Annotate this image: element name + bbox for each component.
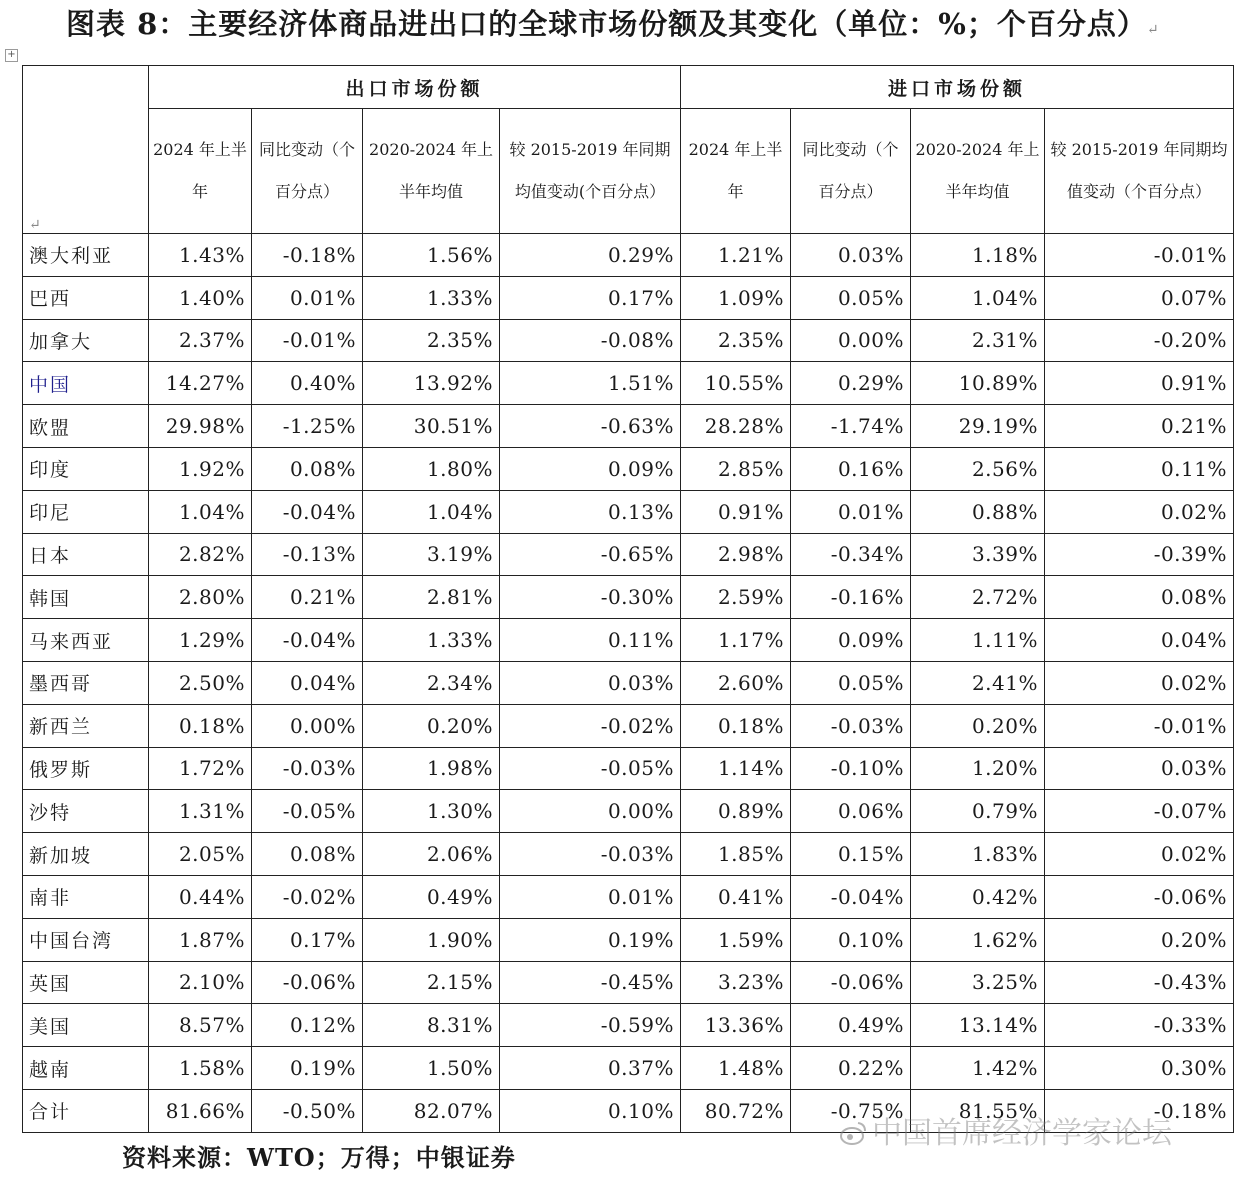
value-cell: -0.30% <box>500 576 681 619</box>
value-cell: 0.08% <box>252 833 363 876</box>
row-name-cell: 马来西亚 <box>23 619 149 662</box>
value-cell: 2.37% <box>149 319 252 362</box>
value-cell: 0.20% <box>1045 918 1234 961</box>
value-cell: 81.66% <box>149 1089 252 1132</box>
value-cell: -0.06% <box>1045 875 1234 918</box>
row-name-cell: 合计 <box>23 1089 149 1132</box>
value-cell: -0.06% <box>252 961 363 1004</box>
column-header-export-2024h1: 2024 年上半年 <box>149 109 252 234</box>
value-cell: 1.51% <box>500 362 681 405</box>
value-cell: 0.29% <box>791 362 911 405</box>
value-cell: -0.02% <box>500 704 681 747</box>
value-cell: 1.33% <box>363 619 500 662</box>
value-cell: 0.49% <box>791 1004 911 1047</box>
value-cell: 2.35% <box>363 319 500 362</box>
corner-header-cell: ↵ <box>23 66 149 234</box>
value-cell: 0.16% <box>791 447 911 490</box>
value-cell: 10.55% <box>681 362 791 405</box>
row-name-cell: 美国 <box>23 1004 149 1047</box>
value-cell: 0.18% <box>681 704 791 747</box>
value-cell: -0.02% <box>252 875 363 918</box>
table-row <box>23 790 1234 833</box>
value-cell: 0.20% <box>363 704 500 747</box>
value-cell: 0.02% <box>1045 661 1234 704</box>
value-cell: 2.82% <box>149 533 252 576</box>
value-cell: 0.29% <box>500 234 681 277</box>
value-cell: -1.74% <box>791 405 911 448</box>
value-cell: 2.34% <box>363 661 500 704</box>
value-cell: 1.40% <box>149 276 252 319</box>
value-cell: 10.89% <box>911 362 1045 405</box>
table-move-handle-icon[interactable]: + <box>5 49 18 62</box>
value-cell: 0.88% <box>911 490 1045 533</box>
value-cell: -0.63% <box>500 405 681 448</box>
value-cell: 0.19% <box>500 918 681 961</box>
value-cell: 0.01% <box>791 490 911 533</box>
value-cell: 0.30% <box>1045 1047 1234 1090</box>
value-cell: 2.80% <box>149 576 252 619</box>
value-cell: -1.25% <box>252 405 363 448</box>
column-header-export-yoy: 同比变动（个百分点） <box>252 109 363 234</box>
row-name-cell: 英国 <box>23 961 149 1004</box>
value-cell: -0.18% <box>252 234 363 277</box>
column-header-import-yoy: 同比变动（个百分点） <box>791 109 911 234</box>
column-header-import-2024h1: 2024 年上半年 <box>681 109 791 234</box>
value-cell: -0.04% <box>791 875 911 918</box>
value-cell: 1.14% <box>681 747 791 790</box>
value-cell: 1.30% <box>363 790 500 833</box>
value-cell: 1.50% <box>363 1047 500 1090</box>
value-cell: -0.04% <box>252 619 363 662</box>
value-cell: -0.39% <box>1045 533 1234 576</box>
value-cell: 0.03% <box>791 234 911 277</box>
value-cell: 2.56% <box>911 447 1045 490</box>
value-cell: -0.16% <box>791 576 911 619</box>
table-row <box>23 704 1234 747</box>
value-cell: 0.01% <box>252 276 363 319</box>
value-cell: 0.03% <box>1045 747 1234 790</box>
row-name-cell: 巴西 <box>23 276 149 319</box>
value-cell: 0.37% <box>500 1047 681 1090</box>
source-note: 资料来源：WTO；万得；中银证券 <box>122 1143 516 1172</box>
value-cell: 29.19% <box>911 405 1045 448</box>
value-cell: 80.72% <box>681 1089 791 1132</box>
row-name-cell: 新西兰 <box>23 704 149 747</box>
value-cell: 1.92% <box>149 447 252 490</box>
value-cell: 2.50% <box>149 661 252 704</box>
row-name-cell: 墨西哥 <box>23 661 149 704</box>
value-cell: 82.07% <box>363 1089 500 1132</box>
row-name-cell: 中国 <box>23 362 149 405</box>
value-cell: 1.42% <box>911 1047 1045 1090</box>
value-cell: 0.42% <box>911 875 1045 918</box>
value-cell: 81.55% <box>911 1089 1045 1132</box>
value-cell: 2.98% <box>681 533 791 576</box>
value-cell: 2.41% <box>911 661 1045 704</box>
value-cell: 0.79% <box>911 790 1045 833</box>
value-cell: -0.33% <box>1045 1004 1234 1047</box>
table-row <box>23 961 1234 1004</box>
value-cell: -0.04% <box>252 490 363 533</box>
value-cell: 1.04% <box>363 490 500 533</box>
value-cell: 0.00% <box>500 790 681 833</box>
value-cell: 2.05% <box>149 833 252 876</box>
value-cell: 1.98% <box>363 747 500 790</box>
value-cell: 0.13% <box>500 490 681 533</box>
table-row <box>23 447 1234 490</box>
value-cell: -0.01% <box>252 319 363 362</box>
value-cell: 0.89% <box>681 790 791 833</box>
table-row <box>23 405 1234 448</box>
row-name-cell: 俄罗斯 <box>23 747 149 790</box>
value-cell: 0.21% <box>252 576 363 619</box>
value-cell: 0.08% <box>252 447 363 490</box>
value-cell: 0.02% <box>1045 490 1234 533</box>
value-cell: 1.87% <box>149 918 252 961</box>
column-header-import-vs-2015-2019: 较 2015-2019 年同期均值变动（个百分点） <box>1045 109 1234 234</box>
value-cell: 13.14% <box>911 1004 1045 1047</box>
value-cell: 2.15% <box>363 961 500 1004</box>
value-cell: -0.08% <box>500 319 681 362</box>
value-cell: -0.13% <box>252 533 363 576</box>
value-cell: 1.59% <box>681 918 791 961</box>
table-row <box>23 661 1234 704</box>
row-name-cell: 中国台湾 <box>23 918 149 961</box>
value-cell: 3.25% <box>911 961 1045 1004</box>
value-cell: 3.39% <box>911 533 1045 576</box>
value-cell: 0.91% <box>1045 362 1234 405</box>
value-cell: -0.50% <box>252 1089 363 1132</box>
table-row <box>23 619 1234 662</box>
value-cell: 1.58% <box>149 1047 252 1090</box>
value-cell: 0.00% <box>252 704 363 747</box>
value-cell: 0.04% <box>1045 619 1234 662</box>
value-cell: 2.81% <box>363 576 500 619</box>
value-cell: 0.04% <box>252 661 363 704</box>
value-cell: 14.27% <box>149 362 252 405</box>
value-cell: 0.03% <box>500 661 681 704</box>
value-cell: 0.02% <box>1045 833 1234 876</box>
value-cell: 29.98% <box>149 405 252 448</box>
value-cell: -0.34% <box>791 533 911 576</box>
value-cell: 0.09% <box>791 619 911 662</box>
value-cell: 0.21% <box>1045 405 1234 448</box>
value-cell: -0.10% <box>791 747 911 790</box>
value-cell: -0.05% <box>252 790 363 833</box>
row-name-cell: 新加坡 <box>23 833 149 876</box>
row-name-cell: 加拿大 <box>23 319 149 362</box>
value-cell: 1.31% <box>149 790 252 833</box>
value-cell: 0.08% <box>1045 576 1234 619</box>
value-cell: 0.22% <box>791 1047 911 1090</box>
value-cell: 2.59% <box>681 576 791 619</box>
value-cell: 3.19% <box>363 533 500 576</box>
value-cell: 3.23% <box>681 961 791 1004</box>
value-cell: 1.21% <box>681 234 791 277</box>
value-cell: 1.80% <box>363 447 500 490</box>
column-header-import-avg: 2020-2024 年上半年均值 <box>911 109 1045 234</box>
value-cell: 1.48% <box>681 1047 791 1090</box>
table-row <box>23 833 1234 876</box>
value-cell: 2.60% <box>681 661 791 704</box>
value-cell: -0.45% <box>500 961 681 1004</box>
value-cell: 1.62% <box>911 918 1045 961</box>
value-cell: 2.72% <box>911 576 1045 619</box>
value-cell: 1.72% <box>149 747 252 790</box>
row-name-cell: 澳大利亚 <box>23 234 149 277</box>
value-cell: -0.03% <box>500 833 681 876</box>
value-cell: 1.17% <box>681 619 791 662</box>
value-cell: 0.49% <box>363 875 500 918</box>
value-cell: 0.15% <box>791 833 911 876</box>
value-cell: 0.10% <box>791 918 911 961</box>
value-cell: 1.18% <box>911 234 1045 277</box>
value-cell: 1.85% <box>681 833 791 876</box>
export-share-group-header: 出口市场份额 <box>149 66 681 109</box>
table-row <box>23 319 1234 362</box>
table-row <box>23 533 1234 576</box>
value-cell: 0.09% <box>500 447 681 490</box>
value-cell: 0.40% <box>252 362 363 405</box>
value-cell: 1.43% <box>149 234 252 277</box>
value-cell: -0.03% <box>791 704 911 747</box>
value-cell: -0.65% <box>500 533 681 576</box>
value-cell: -0.43% <box>1045 961 1234 1004</box>
value-cell: 0.19% <box>252 1047 363 1090</box>
table-row <box>23 747 1234 790</box>
table-row <box>23 490 1234 533</box>
value-cell: 1.33% <box>363 276 500 319</box>
value-cell: 8.31% <box>363 1004 500 1047</box>
value-cell: 28.28% <box>681 405 791 448</box>
table-row <box>23 1047 1234 1090</box>
value-cell: 0.11% <box>1045 447 1234 490</box>
value-cell: 2.10% <box>149 961 252 1004</box>
value-cell: -0.05% <box>500 747 681 790</box>
value-cell: 0.17% <box>252 918 363 961</box>
table-row <box>23 362 1234 405</box>
value-cell: 2.31% <box>911 319 1045 362</box>
value-cell: 0.01% <box>500 875 681 918</box>
value-cell: 0.05% <box>791 661 911 704</box>
trade-share-table <box>22 65 1234 1133</box>
value-cell: -0.01% <box>1045 234 1234 277</box>
row-name-cell: 印度 <box>23 447 149 490</box>
value-cell: 13.36% <box>681 1004 791 1047</box>
weibo-logo-icon <box>838 1118 868 1148</box>
value-cell: 30.51% <box>363 405 500 448</box>
value-cell: 0.91% <box>681 490 791 533</box>
table-row <box>23 234 1234 277</box>
watermark-text: 中国首席经济学家论坛 <box>872 1116 1172 1151</box>
value-cell: 0.20% <box>911 704 1045 747</box>
value-cell: 1.56% <box>363 234 500 277</box>
row-name-cell: 印尼 <box>23 490 149 533</box>
value-cell: 0.11% <box>500 619 681 662</box>
value-cell: 0.17% <box>500 276 681 319</box>
value-cell: 1.09% <box>681 276 791 319</box>
value-cell: -0.06% <box>791 961 911 1004</box>
value-cell: -0.59% <box>500 1004 681 1047</box>
value-cell: 2.06% <box>363 833 500 876</box>
row-name-cell: 南非 <box>23 875 149 918</box>
table-row <box>23 576 1234 619</box>
import-share-group-header: 进口市场份额 <box>681 66 1234 109</box>
value-cell: 1.11% <box>911 619 1045 662</box>
figure-title-text: 图表 8：主要经济体商品进出口的全球市场份额及其变化（单位：%；个百分点） <box>66 7 1147 41</box>
value-cell: 0.00% <box>791 319 911 362</box>
row-name-cell: 沙特 <box>23 790 149 833</box>
row-name-cell: 日本 <box>23 533 149 576</box>
row-name-cell: 欧盟 <box>23 405 149 448</box>
column-header-export-avg: 2020-2024 年上半年均值 <box>363 109 500 234</box>
value-cell: 0.06% <box>791 790 911 833</box>
value-cell: 1.04% <box>911 276 1045 319</box>
value-cell: 0.07% <box>1045 276 1234 319</box>
value-cell: 2.35% <box>681 319 791 362</box>
value-cell: 8.57% <box>149 1004 252 1047</box>
value-cell: 0.05% <box>791 276 911 319</box>
value-cell: 0.12% <box>252 1004 363 1047</box>
column-header-export-vs-2015-2019: 较 2015-2019 年同期均值变动(个百分点） <box>500 109 681 234</box>
table-row <box>23 918 1234 961</box>
table-row <box>23 875 1234 918</box>
table-row <box>23 276 1234 319</box>
value-cell: -0.07% <box>1045 790 1234 833</box>
value-cell: -0.01% <box>1045 704 1234 747</box>
value-cell: 1.04% <box>149 490 252 533</box>
value-cell: 0.10% <box>500 1089 681 1132</box>
row-name-cell: 韩国 <box>23 576 149 619</box>
value-cell: 2.85% <box>681 447 791 490</box>
value-cell: -0.03% <box>252 747 363 790</box>
value-cell: 0.44% <box>149 875 252 918</box>
row-name-cell: 越南 <box>23 1047 149 1090</box>
value-cell: -0.20% <box>1045 319 1234 362</box>
value-cell: 0.18% <box>149 704 252 747</box>
value-cell: -0.75% <box>791 1089 911 1132</box>
value-cell: 1.20% <box>911 747 1045 790</box>
value-cell: 1.90% <box>363 918 500 961</box>
value-cell: -0.18% <box>1045 1089 1234 1132</box>
value-cell: 1.29% <box>149 619 252 662</box>
value-cell: 13.92% <box>363 362 500 405</box>
value-cell: 0.41% <box>681 875 791 918</box>
value-cell: 1.83% <box>911 833 1045 876</box>
table-row <box>23 1004 1234 1047</box>
watermark <box>838 1116 1172 1152</box>
figure-title <box>66 4 1226 44</box>
paragraph-mark-icon: ↵ <box>1146 22 1160 38</box>
